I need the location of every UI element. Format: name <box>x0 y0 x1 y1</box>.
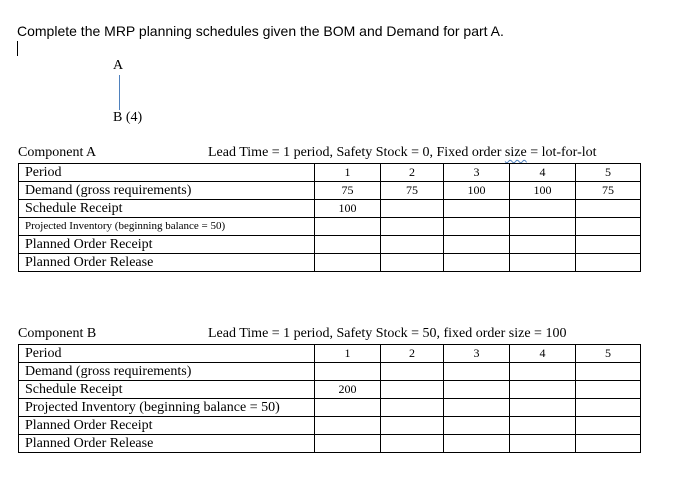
table-row <box>19 164 641 182</box>
period-cell: 3 <box>444 345 510 363</box>
period-cell <box>315 417 381 435</box>
period-cell <box>444 236 510 254</box>
period-cell <box>381 236 444 254</box>
row-label: Planned Order Receipt <box>19 236 315 254</box>
period-cell: 100 <box>315 200 381 218</box>
table-row <box>19 182 641 200</box>
period-cell <box>576 435 641 453</box>
period-cell: 2 <box>381 164 444 182</box>
period-cell <box>576 236 641 254</box>
row-label: Demand (gross requirements) <box>19 363 315 381</box>
table-row <box>19 254 641 272</box>
period-cell <box>510 399 576 417</box>
period-cell <box>576 417 641 435</box>
period-cell <box>510 363 576 381</box>
period-cell <box>381 381 444 399</box>
table-row <box>19 381 641 399</box>
period-cell: 1 <box>315 164 381 182</box>
row-label: Projected Inventory (beginning balance = 50) <box>19 399 315 417</box>
period-cell <box>381 200 444 218</box>
row-label: Planned Order Release <box>19 254 315 272</box>
period-cell <box>510 254 576 272</box>
period-cell <box>444 417 510 435</box>
row-label: Planned Order Receipt <box>19 417 315 435</box>
bom-parent-label: A <box>113 58 124 73</box>
period-cell <box>576 254 641 272</box>
row-label: Demand (gross requirements) <box>19 182 315 200</box>
period-cell <box>381 363 444 381</box>
table-row <box>19 236 641 254</box>
period-cell: 75 <box>381 182 444 200</box>
table-row <box>19 363 641 381</box>
period-cell: 4 <box>510 164 576 182</box>
period-cell: 5 <box>576 164 641 182</box>
bom-child-label: B (4) <box>113 110 143 125</box>
component-b-lead-time: Lead Time = 1 period, Safety Stock = 50, fixed order size = 100 <box>208 326 567 341</box>
table-row <box>19 435 641 453</box>
period-cell: 100 <box>444 182 510 200</box>
text-cursor <box>17 41 18 56</box>
period-cell: 200 <box>315 381 381 399</box>
period-cell: 75 <box>576 182 641 200</box>
period-cell <box>381 435 444 453</box>
period-cell <box>315 399 381 417</box>
period-cell <box>576 399 641 417</box>
period-cell <box>381 417 444 435</box>
period-cell <box>444 218 510 236</box>
component-b-title: Component B <box>18 326 97 341</box>
period-cell <box>315 218 381 236</box>
period-cell <box>315 363 381 381</box>
period-cell <box>444 363 510 381</box>
row-label: Period <box>19 164 315 182</box>
question-text: Complete the MRP planning schedules given the BOM and Demand for part A. <box>17 23 504 39</box>
row-label: Planned Order Release <box>19 435 315 453</box>
period-cell <box>444 399 510 417</box>
component-a-title: Component A <box>18 145 97 160</box>
period-cell <box>444 435 510 453</box>
period-cell: 5 <box>576 345 641 363</box>
period-cell: 75 <box>315 182 381 200</box>
component-a-lead-time-pre: Lead Time = 1 period, Safety Stock = 0, Fixed order <box>208 145 505 160</box>
period-cell: 1 <box>315 345 381 363</box>
period-cell <box>315 435 381 453</box>
component-a-lead-time-squiggle: size <box>504 145 527 160</box>
period-cell <box>576 363 641 381</box>
component-a-lead-time <box>208 145 597 161</box>
table-row <box>19 399 641 417</box>
row-label: Schedule Receipt <box>19 200 315 218</box>
period-cell <box>510 435 576 453</box>
row-label: Period <box>19 345 315 363</box>
period-cell <box>576 218 641 236</box>
table-row <box>19 218 641 236</box>
period-cell <box>576 381 641 399</box>
period-cell <box>510 417 576 435</box>
period-cell <box>315 236 381 254</box>
period-cell <box>510 236 576 254</box>
period-cell <box>381 399 444 417</box>
table-row <box>19 345 641 363</box>
component-b-mrp-table <box>18 344 641 453</box>
row-label: Projected Inventory (beginning balance = 50) <box>19 218 315 236</box>
table-row <box>19 200 641 218</box>
period-cell: 4 <box>510 345 576 363</box>
period-cell <box>381 254 444 272</box>
component-a-mrp-table <box>18 163 641 272</box>
row-label: Schedule Receipt <box>19 381 315 399</box>
period-cell: 3 <box>444 164 510 182</box>
table-row <box>19 417 641 435</box>
bom-connector-line <box>119 75 120 110</box>
period-cell: 100 <box>510 182 576 200</box>
period-cell <box>576 200 641 218</box>
period-cell <box>444 254 510 272</box>
component-a-lead-time-post: = lot-for-lot <box>526 145 597 160</box>
period-cell <box>510 381 576 399</box>
period-cell <box>444 200 510 218</box>
period-cell <box>444 381 510 399</box>
period-cell <box>315 254 381 272</box>
period-cell <box>510 200 576 218</box>
period-cell: 2 <box>381 345 444 363</box>
period-cell <box>510 218 576 236</box>
period-cell <box>381 218 444 236</box>
